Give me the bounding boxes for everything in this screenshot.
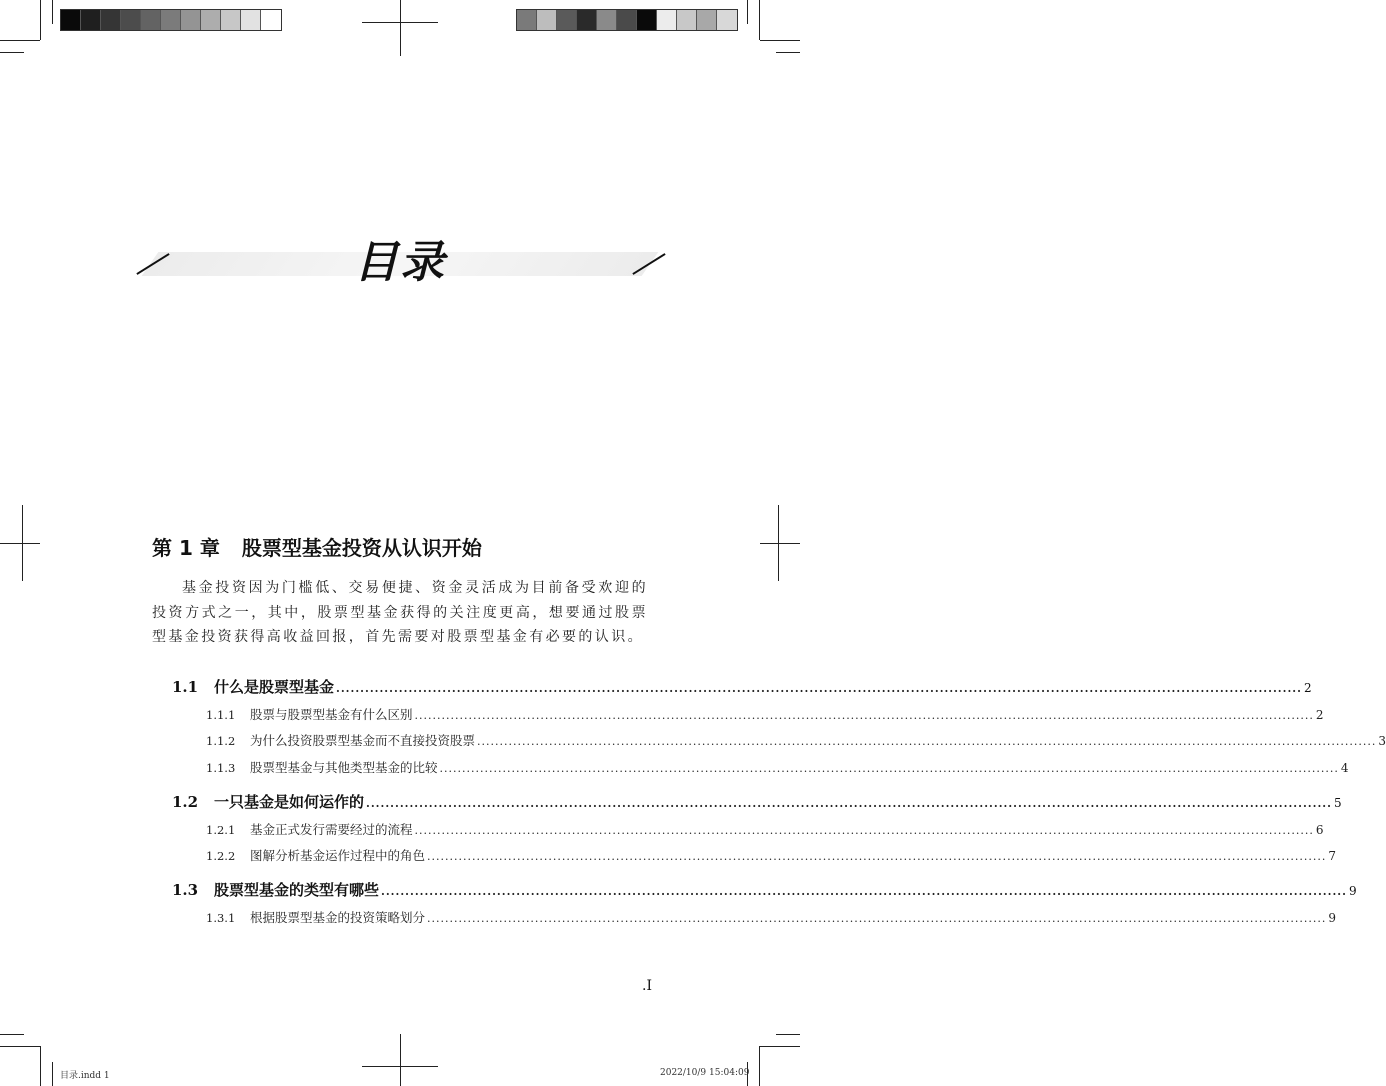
toc-entry[interactable] [206, 731, 1386, 749]
toc-number: 1.2 [172, 793, 199, 811]
toc-leader: ........................................................................................................................................................................................................ [414, 824, 1314, 837]
toc-leader: ........................................................................................................................................................................................................ [366, 797, 1332, 810]
toc-page: 6 [1315, 823, 1324, 837]
color-swatch [717, 10, 737, 30]
toc-leader: ........................................................................................................................................................................................................ [336, 682, 1302, 695]
color-swatch [101, 10, 121, 30]
toc-entry[interactable] [206, 758, 1349, 776]
page-title: 目录 [354, 237, 446, 288]
color-swatch [141, 10, 161, 30]
toc-entry[interactable] [206, 820, 1324, 838]
toc-title: 一只基金是如何运作的 [214, 793, 365, 811]
color-swatch [261, 10, 281, 30]
toc-page: 9 [1328, 911, 1336, 925]
toc-title: 什么是股票型基金 [214, 678, 335, 696]
toc-leader: ........................................................................................................................................................................................................ [427, 912, 1327, 925]
toc-number: 1.2.2 [206, 849, 236, 863]
color-swatch [121, 10, 141, 30]
color-swatch [597, 10, 617, 30]
toc-page: 2 [1303, 681, 1312, 695]
toc-number: 1.1 [172, 678, 199, 696]
page-folio: .I [642, 978, 652, 994]
toc-page: 2 [1315, 708, 1324, 722]
toc-page: 9 [1348, 884, 1357, 898]
toc-page: 7 [1328, 849, 1336, 863]
toc-entry[interactable] [206, 705, 1324, 723]
toc-page: 4 [1340, 761, 1349, 775]
chapter-intro: 基金投资因为门槛低、交易便捷、资金灵活成为目前备受欢迎的投资方式之一，其中，股票型基金获得的关注度更高，想要通过股票型基金投资获得高收益回报，首先需要对股票型基金有必要的认识。 [152, 580, 648, 645]
toc-title: 图解分析基金运作过程中的角色 [250, 848, 426, 863]
color-swatch [537, 10, 557, 30]
color-swatch [201, 10, 221, 30]
color-swatch [181, 10, 201, 30]
toc-entry[interactable] [206, 908, 1336, 926]
chapter-heading [152, 532, 482, 561]
toc-page: 5 [1333, 796, 1342, 810]
slug-file: 目录.indd 1 [60, 1071, 110, 1081]
color-swatch [221, 10, 241, 30]
toc-number: 1.1.1 [206, 708, 236, 722]
toc-title: 股票与股票型基金有什么区别 [250, 707, 413, 722]
color-swatch [577, 10, 597, 30]
toc-title: 为什么投资股票型基金而不直接投资股票 [250, 733, 476, 748]
chapter-label: 第 1 章 [152, 536, 220, 560]
toc-entry[interactable] [172, 879, 1357, 900]
toc-title: 股票型基金与其他类型基金的比较 [250, 760, 438, 775]
color-swatch [61, 10, 81, 30]
color-swatch [637, 10, 657, 30]
toc-title: 基金正式发行需要经过的流程 [250, 822, 413, 837]
color-swatch [617, 10, 637, 30]
color-swatch [161, 10, 181, 30]
toc-number: 1.1.2 [206, 734, 236, 748]
toc-number: 1.3 [172, 881, 199, 899]
color-bar-left [60, 9, 282, 31]
toc-leader: ........................................................................................................................................................................................................ [414, 709, 1314, 722]
toc-entry[interactable] [172, 676, 1312, 697]
color-swatch [241, 10, 261, 30]
toc-title: 股票型基金的类型有哪些 [214, 881, 380, 899]
toc-entry[interactable] [206, 846, 1336, 864]
color-swatch [81, 10, 101, 30]
chapter-title: 股票型基金投资从认识开始 [241, 536, 482, 560]
color-swatch [677, 10, 697, 30]
toc-number: 1.1.3 [206, 761, 236, 775]
toc-entry[interactable] [172, 791, 1342, 812]
toc-page: 3 [1378, 734, 1386, 748]
toc-leader: ........................................................................................................................................................................................................ [439, 762, 1339, 775]
toc-leader: ........................................................................................................................................................................................................ [477, 735, 1377, 748]
color-swatch [517, 10, 537, 30]
color-swatch [697, 10, 717, 30]
toc-leader: ........................................................................................................................................................................................................ [381, 885, 1347, 898]
toc-number: 1.3.1 [206, 911, 236, 925]
color-bar-right [516, 9, 738, 31]
toc-leader: ........................................................................................................................................................................................................ [427, 850, 1327, 863]
color-swatch [557, 10, 577, 30]
slug-timestamp: 2022/10/9 15:04:09 [660, 1068, 750, 1078]
color-swatch [657, 10, 677, 30]
toc-number: 1.2.1 [206, 823, 236, 837]
toc-title: 根据股票型基金的投资策略划分 [250, 910, 426, 925]
